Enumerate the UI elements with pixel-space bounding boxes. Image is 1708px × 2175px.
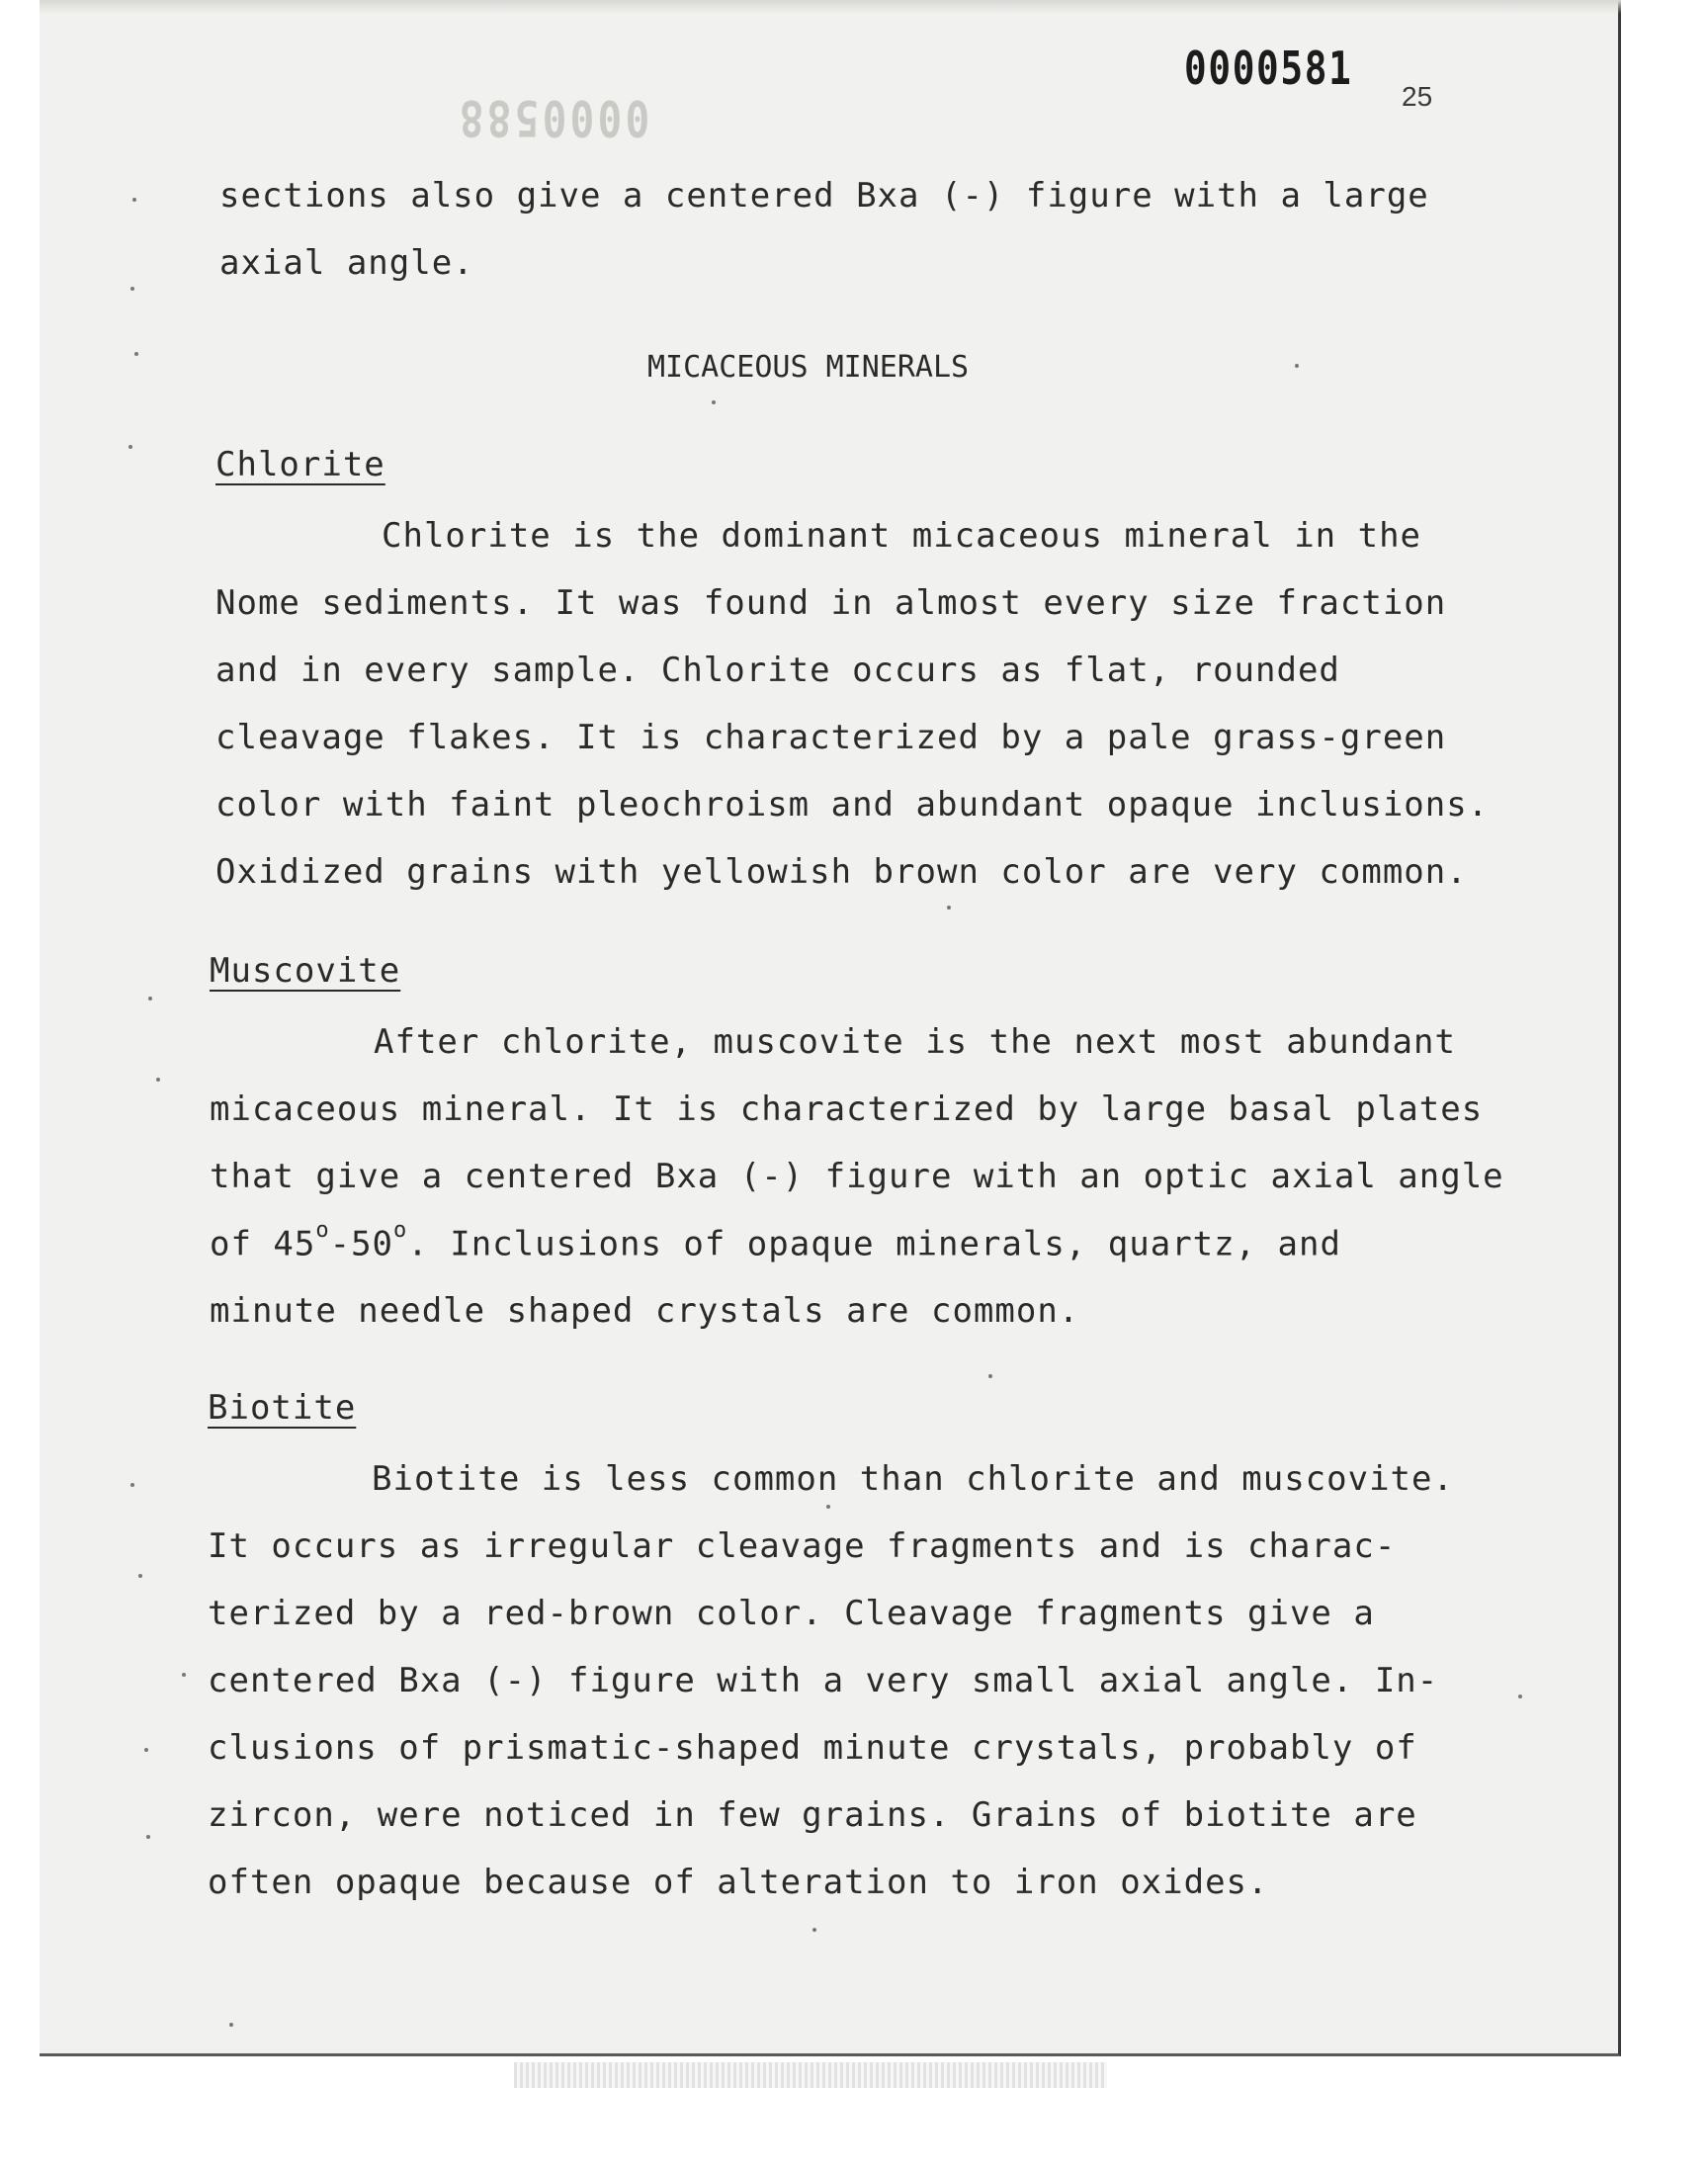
biotite-heading: Biotite: [208, 1388, 357, 1428]
biotite-line: centered Bxa (-) figure with a very small axial angle. In-: [208, 1661, 1439, 1700]
scan-speck: [144, 1748, 148, 1752]
scan-speck: [1295, 364, 1299, 368]
chlorite-line: and in every sample. Chlorite occurs as flat, rounded: [215, 651, 1340, 690]
scan-speck: [132, 198, 136, 202]
intro-line: axial angle.: [219, 243, 474, 283]
scan-speck: [148, 997, 152, 1000]
scan-speck: [146, 1835, 150, 1839]
scan-speck: [138, 1574, 142, 1578]
degree-symbol: o: [315, 1218, 330, 1243]
angle-suffix: . Inclusions of opaque minerals, quartz, and: [407, 1224, 1341, 1264]
biotite-line: often opaque because of alteration to iron oxides.: [208, 1863, 1269, 1902]
scanner-edge-strip: [514, 2062, 1107, 2088]
biotite-line: Biotite is less common than chlorite and muscovite.: [372, 1459, 1454, 1499]
biotite-line: clusions of prismatic-shaped minute crystals, probably of: [208, 1728, 1417, 1768]
intro-line: sections also give a centered Bxa (-) figure with a large: [219, 176, 1429, 216]
chlorite-line: Nome sediments. It was found in almost every size fraction: [215, 583, 1447, 623]
scan-speck: [988, 1374, 992, 1378]
paper-top-edge: [40, 0, 1621, 14]
chlorite-line: cleavage flakes. It is characterized by a pale grass-green: [215, 718, 1447, 757]
muscovite-line: micaceous mineral. It is characterized by large basal plates: [210, 1089, 1484, 1129]
scan-speck: [712, 400, 716, 404]
scan-speck: [229, 2023, 233, 2027]
muscovite-line: minute needle shaped crystals are common.: [210, 1291, 1080, 1331]
section-title: MICACEOUS MINERALS: [647, 350, 970, 385]
chlorite-line: Oxidized grains with yellowish brown color are very common.: [215, 852, 1468, 892]
biotite-line: terized by a red-brown color. Cleavage fragments give a: [208, 1594, 1375, 1633]
chlorite-line: color with faint pleochroism and abundant opaque inclusions.: [215, 785, 1490, 825]
angle-mid: -50: [329, 1224, 394, 1264]
muscovite-heading: Muscovite: [210, 951, 401, 991]
biotite-line: It occurs as irregular cleavage fragments and is charac-: [208, 1526, 1397, 1566]
scan-speck: [826, 1505, 830, 1509]
chlorite-line: Chlorite is the dominant micaceous mineral in the: [382, 516, 1422, 556]
scan-speck: [134, 352, 138, 356]
muscovite-line: that give a centered Bxa (-) figure with an optic axial angle: [210, 1157, 1504, 1196]
scan-speck: [182, 1673, 186, 1677]
angle-prefix: of 45: [210, 1224, 316, 1264]
faint-mirrored-stamp: 0000588: [456, 89, 650, 146]
muscovite-line: After chlorite, muscovite is the next most abundant: [374, 1022, 1456, 1062]
scan-speck: [130, 287, 134, 291]
chlorite-heading: Chlorite: [215, 445, 385, 484]
scan-speck: [130, 1483, 134, 1487]
degree-symbol: o: [393, 1218, 408, 1243]
scan-speck: [1518, 1695, 1522, 1698]
scan-speck: [812, 1928, 816, 1932]
scan-speck: [947, 906, 951, 910]
document-number-stamp: 0000581: [1184, 42, 1353, 95]
biotite-line: zircon, were noticed in few grains. Grains of biotite are: [208, 1795, 1417, 1835]
scan-speck: [128, 445, 132, 449]
scan-speck: [156, 1078, 160, 1082]
muscovite-angle-line: [210, 1218, 1341, 1264]
page-number: 25: [1402, 81, 1433, 112]
